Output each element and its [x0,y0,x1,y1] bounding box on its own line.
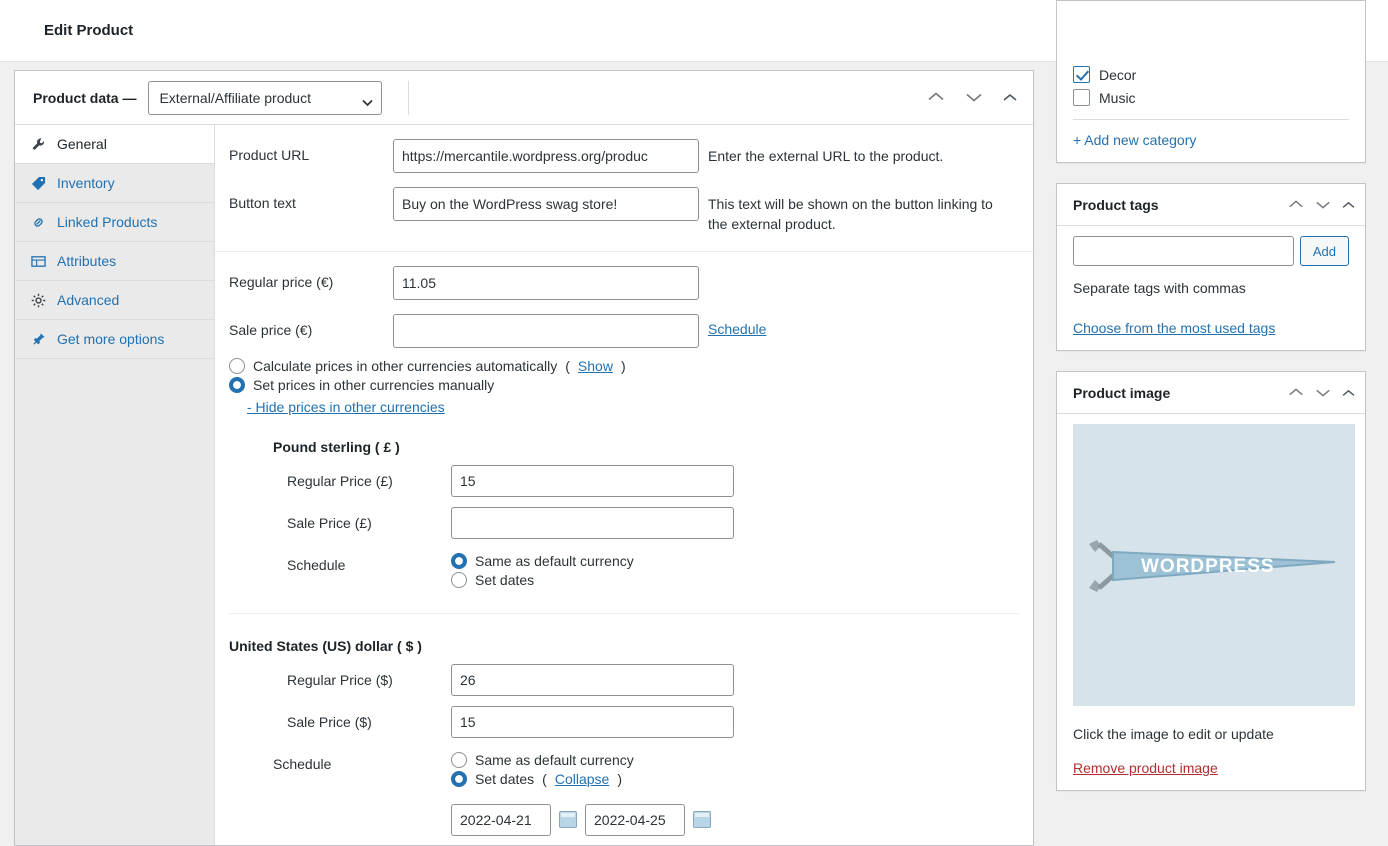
gbp-regular-label: Regular Price (£) [287,472,393,489]
general-tab-panel [215,125,1033,845]
product-data-tabs [15,125,215,845]
usd-set-dates-label: Set dates [475,770,535,787]
manual-currency-label: Set prices in other currencies manually [253,376,495,393]
move-up-icon[interactable] [1288,385,1304,401]
auto-currency-option[interactable] [229,358,1019,374]
product-image-box [1056,371,1366,791]
gbp-set-dates-option[interactable] [451,572,634,588]
button-text-row [215,187,1033,235]
toggle-panel-icon[interactable] [1342,197,1355,213]
sale-price-input[interactable] [393,314,699,348]
product-image-thumbnail[interactable] [1073,424,1355,706]
tab-attributes-label: Attributes [57,253,117,269]
toggle-panel-icon[interactable] [999,88,1021,108]
product-tags-title: Product tags [1073,196,1159,213]
product-image-caption: Click the image to edit or update [1073,726,1274,742]
wrench-icon [29,137,47,152]
usd-date-range-row [229,804,1019,836]
product-tags-body [1057,226,1365,350]
product-image-header [1057,372,1365,414]
currency-title-usd: United States (US) dollar ( $ ) [229,637,422,654]
usd-schedule-options [451,748,634,790]
product-url-description: Enter the external URL to the product. [708,148,944,164]
list-item[interactable] [1073,63,1349,86]
gbp-set-dates-radio[interactable] [451,572,467,588]
usd-same-as-default-radio[interactable] [451,752,467,768]
calendar-icon-to[interactable] [693,811,711,828]
usd-collapse-link[interactable]: Collapse [554,770,610,787]
gbp-same-as-default-option[interactable] [451,553,634,569]
product-categories-body [1057,1,1365,162]
currency-section-usd [215,638,1033,836]
gbp-regular-input[interactable] [451,465,734,497]
tab-general[interactable] [15,125,214,164]
tab-inventory[interactable] [15,164,214,203]
product-url-input[interactable] [393,139,699,173]
list-item[interactable] [1073,86,1349,109]
usd-set-dates-option[interactable] [451,771,634,787]
currency-section-gbp [215,439,1033,591]
tab-attributes[interactable] [15,242,214,281]
tag-icon [29,176,47,191]
calendar-icon-from[interactable] [559,811,577,828]
move-down-icon[interactable] [1315,385,1331,401]
svg-text:WORDPRESS: WORDPRESS [1141,556,1275,577]
gbp-set-dates-label: Set dates [475,571,535,588]
product-url-label: Product URL [229,147,310,163]
product-image-title: Product image [1073,384,1171,401]
tab-general-label: General [57,136,107,152]
pin-icon [29,332,47,347]
product-type-select[interactable] [148,81,382,115]
pennant-graphic [1079,500,1349,630]
product-tags-box [1056,183,1366,351]
usd-schedule-label: Schedule [273,755,332,772]
currency-mode-radios [215,348,1033,415]
tab-linked-products-label: Linked Products [57,214,158,230]
gbp-sale-row [229,507,1019,539]
usd-sale-input[interactable] [451,706,734,738]
gbp-sale-label: Sale Price (£) [287,514,372,531]
manual-currency-option[interactable] [229,377,1019,393]
tab-advanced[interactable] [15,281,214,320]
tag-help-text: Separate tags with commas [1073,280,1246,296]
button-text-label: Button text [229,195,296,211]
tab-inventory-label: Inventory [57,175,115,191]
page-title: Edit Product [44,22,134,39]
product-tags-controls [1288,197,1355,213]
gbp-schedule-row [229,549,1019,591]
header-divider [408,81,409,115]
auto-currency-paren-close: ) [620,357,626,374]
sale-price-label: Sale price (€) [229,321,313,338]
product-categories-box [1056,0,1366,163]
most-used-tags-link[interactable]: Choose from the most used tags [1073,320,1276,336]
hide-prices-link[interactable]: - Hide prices in other currencies [247,398,445,415]
regular-price-row [215,266,1033,300]
show-prices-link[interactable]: Show [577,357,613,374]
product-data-panel [14,70,1034,846]
usd-sale-row [229,706,1019,738]
button-text-description: This text will be shown on the button linking to the external product. [708,196,993,233]
product-tags-header [1057,184,1365,226]
gbp-sale-input[interactable] [451,507,734,539]
currency-title-gbp: Pound sterling ( £ ) [273,438,400,455]
regular-price-label: Regular price (€) [229,273,334,290]
move-up-icon[interactable] [923,88,949,108]
toggle-panel-icon[interactable] [1342,385,1355,401]
move-up-icon[interactable] [1288,197,1304,213]
gbp-same-as-default-label: Same as default currency [475,552,634,569]
gear-icon [29,293,47,308]
usd-collapse-paren-close: ) [617,770,622,787]
product-data-body [15,125,1033,845]
table-icon [29,254,47,269]
gbp-schedule-label: Schedule [287,556,346,573]
panel-order-controls [923,88,1021,108]
hide-prices-row [247,399,1019,415]
section-divider-1 [215,251,1033,252]
auto-currency-label: Calculate prices in other currencies automatically [253,357,558,374]
usd-same-as-default-option[interactable] [451,752,634,768]
regular-price-input[interactable] [393,266,699,300]
product-image-body [1057,414,1365,790]
category-label-decor: Decor [1099,66,1137,83]
button-text-input[interactable] [393,187,699,221]
usd-regular-row [229,664,1019,696]
section-divider-2 [229,613,1019,614]
usd-same-as-default-label: Same as default currency [475,751,634,768]
gbp-regular-row [229,465,1019,497]
tab-get-more-options[interactable] [15,320,214,359]
usd-regular-input[interactable] [451,664,734,696]
link-icon [29,215,47,230]
usd-date-to-input[interactable] [585,804,685,836]
move-down-icon[interactable] [1315,197,1331,213]
sale-price-schedule-link[interactable]: Schedule [708,320,767,337]
category-list [1073,59,1349,109]
manual-currency-radio[interactable] [229,377,245,393]
admin-content [0,62,1388,841]
usd-schedule-row [229,748,1019,790]
sidebar-meta-boxes [1056,62,1366,811]
category-label-music: Music [1099,89,1136,106]
gbp-schedule-options [451,549,634,591]
usd-set-dates-radio[interactable] [451,771,467,787]
category-checkbox-music[interactable] [1073,89,1090,106]
tab-linked-products[interactable] [15,203,214,242]
usd-collapse-paren-open: ( [542,770,547,787]
remove-product-image-link[interactable]: Remove product image [1073,760,1218,776]
sale-price-row [215,314,1033,348]
auto-currency-paren-open: ( [565,357,570,374]
product-data-header [15,71,1033,125]
add-new-category-link[interactable]: + Add new category [1073,132,1197,148]
add-tag-button[interactable]: Add [1300,236,1349,266]
usd-date-from-input[interactable] [451,804,551,836]
tag-input[interactable] [1073,236,1294,266]
usd-regular-label: Regular Price ($) [287,671,393,688]
product-image-controls [1288,385,1355,401]
tab-get-more-options-label: Get more options [57,331,165,347]
category-checkbox-decor[interactable] [1073,66,1090,83]
product-url-row [215,139,1033,173]
product-type-select-wrap [148,81,382,115]
category-divider [1073,119,1349,120]
auto-currency-radio[interactable] [229,358,245,374]
usd-sale-label: Sale Price ($) [287,713,372,730]
move-down-icon[interactable] [961,88,987,108]
tab-advanced-label: Advanced [57,292,120,308]
product-data-label: Product data — [33,89,137,106]
tag-entry-row [1073,236,1349,266]
gbp-same-as-default-radio[interactable] [451,553,467,569]
